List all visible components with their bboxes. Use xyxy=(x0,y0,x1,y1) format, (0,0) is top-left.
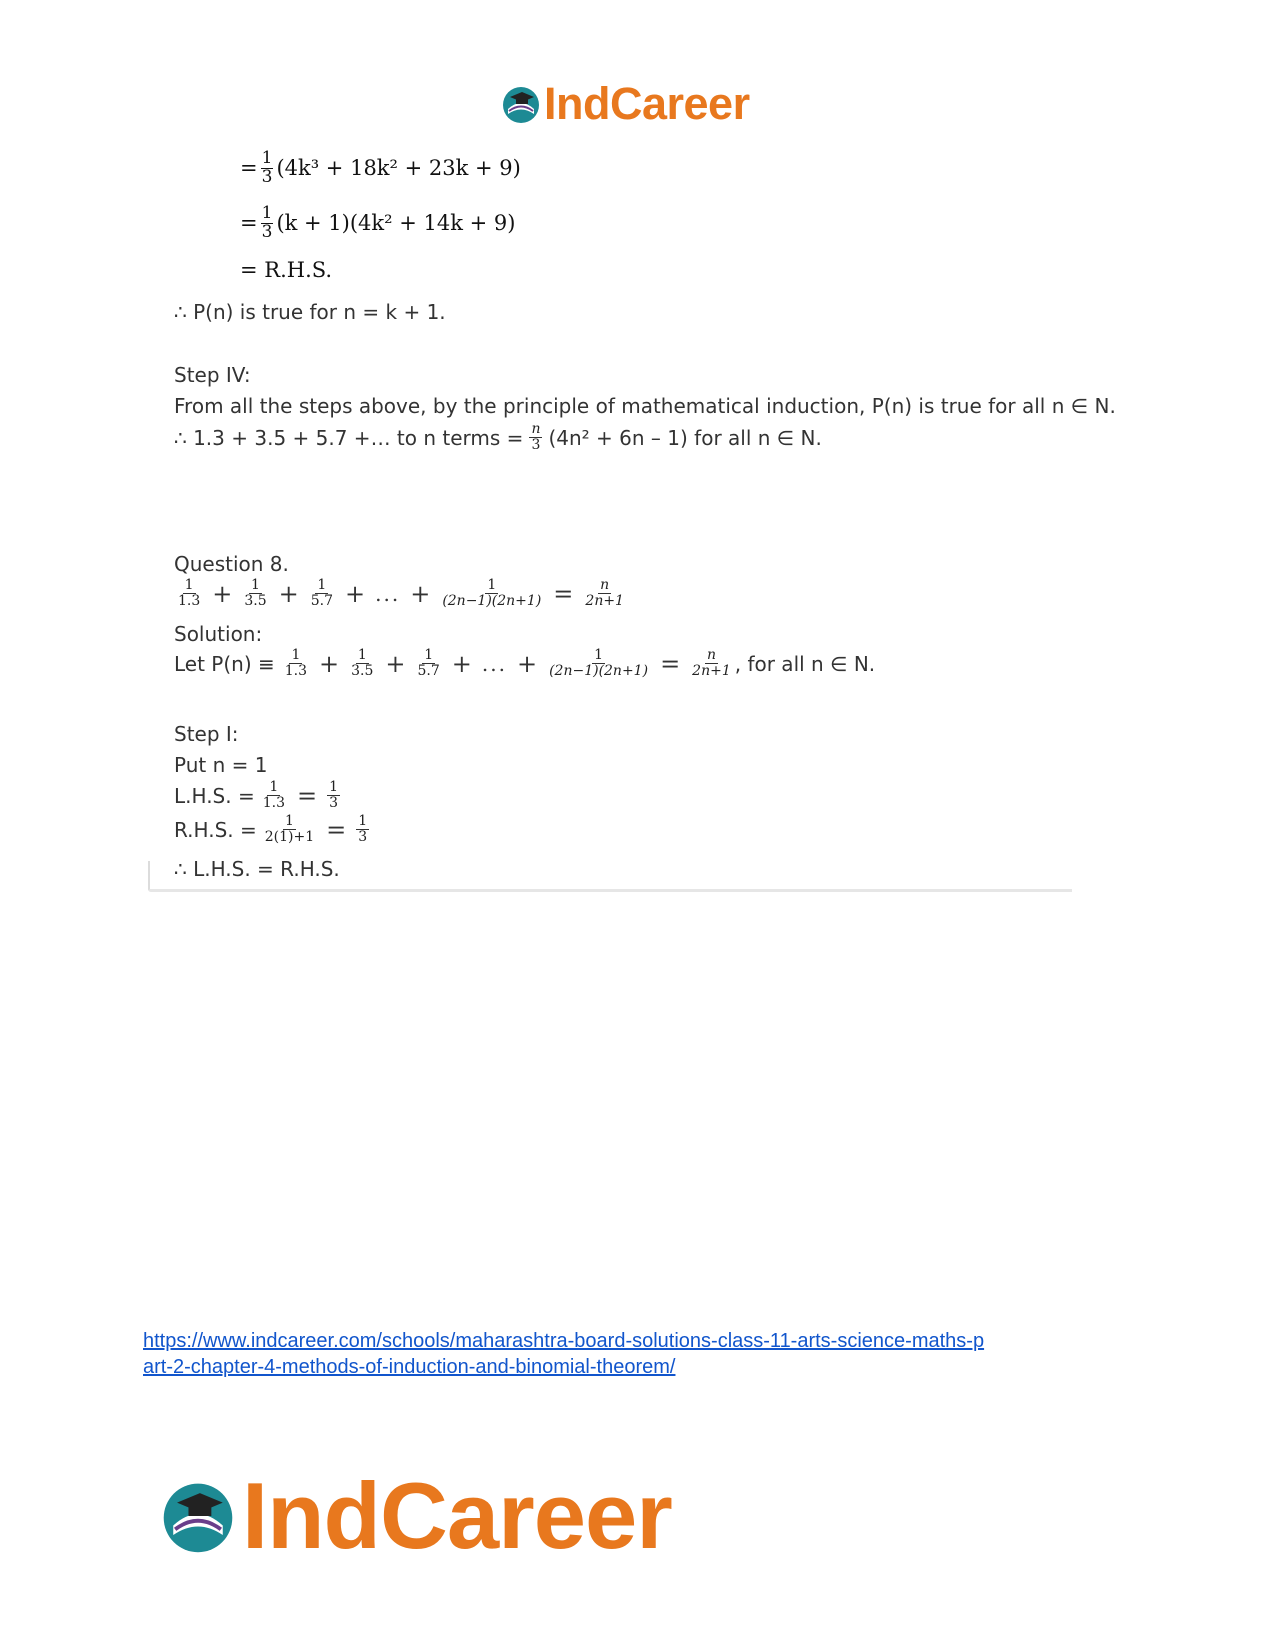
fraction-one-third xyxy=(261,150,274,187)
fraction-numerator: 1 xyxy=(261,148,273,168)
fraction-denominator: 3.5 xyxy=(351,663,374,680)
fraction-denominator: 3 xyxy=(261,221,273,242)
fraction-denominator: 2n+1 xyxy=(585,593,624,610)
let-suffix: , for all n ∈ N. xyxy=(734,651,876,676)
brand-name: IndCareer xyxy=(242,1463,672,1568)
rhs-line xyxy=(174,814,371,845)
lhs-equals-rhs: ∴ L.H.S. = R.H.S. xyxy=(174,857,340,881)
fraction-numerator: 1 xyxy=(317,577,327,593)
equals-sign: = xyxy=(660,649,681,678)
math-line-1 xyxy=(240,150,521,187)
fraction-numerator: 1 xyxy=(184,577,194,593)
series-term xyxy=(309,578,335,609)
series-term xyxy=(283,648,309,679)
step-1-heading: Step I: xyxy=(174,722,239,746)
brand-name: IndCareer xyxy=(544,78,750,129)
fraction-denominator: 1.3 xyxy=(178,593,201,610)
fraction-denominator: (2n−1)(2n+1) xyxy=(549,663,649,680)
fraction-numerator: n xyxy=(531,421,541,437)
rhs-term xyxy=(690,648,733,679)
graduation-cap-book-globe-icon xyxy=(158,1476,238,1556)
source-link-line-2[interactable]: art-2-chapter-4-methods-of-induction-and-binomial-theorem/ xyxy=(143,1356,676,1378)
result-prefix: ∴ 1.3 + 3.5 + 5.7 +… to n terms = xyxy=(174,425,524,450)
plus-sign: + xyxy=(410,579,431,608)
conclusion-k-plus-1: ∴ P(n) is true for n = k + 1. xyxy=(174,300,446,324)
fraction-numerator: 1 xyxy=(487,577,497,593)
plus-sign: + xyxy=(385,649,406,678)
equals-sign: = xyxy=(296,781,318,810)
plus-sign: + xyxy=(278,579,299,608)
source-link[interactable] xyxy=(143,1330,984,1379)
general-term xyxy=(440,578,543,609)
source-link-line-1[interactable]: https://www.indcareer.com/schools/maharashtra-board-solutions-class-11-arts-science-maths-p xyxy=(143,1330,985,1352)
rhs-result xyxy=(356,814,369,845)
equals-sign: = xyxy=(240,211,258,236)
series-term xyxy=(242,578,268,609)
equals-sign: = xyxy=(240,156,258,181)
question-series xyxy=(174,578,628,609)
lhs-fraction xyxy=(261,780,287,811)
fraction-denominator: 3 xyxy=(358,829,368,846)
fraction-denominator: 3.5 xyxy=(244,593,267,610)
rhs-label: R.H.S. = xyxy=(174,817,257,842)
solution-heading: Solution: xyxy=(174,622,263,646)
fraction-denominator: 5.7 xyxy=(310,593,334,610)
fraction-numerator: 1 xyxy=(357,647,367,663)
expression: (4k³ + 18k² + 23k + 9) xyxy=(276,156,521,181)
plus-sign: + xyxy=(516,649,538,678)
fraction-numerator: 1 xyxy=(291,647,301,663)
graduation-cap-book-globe-icon xyxy=(500,83,542,125)
header-logo xyxy=(500,78,750,130)
rhs-fraction xyxy=(263,814,316,845)
equals-sign: = xyxy=(326,815,347,844)
fraction-numerator: 1 xyxy=(269,779,279,795)
lhs-label: L.H.S. = xyxy=(174,783,255,808)
fraction-denominator: 2(1)+1 xyxy=(264,829,315,846)
let-p-n-line xyxy=(174,648,875,679)
rhs-term xyxy=(583,578,626,609)
fraction-numerator: 1 xyxy=(285,813,294,829)
result-suffix: (4n² + 6n – 1) for all n ∈ N. xyxy=(548,425,822,450)
footer-logo xyxy=(158,1462,672,1570)
fraction-one-third xyxy=(261,205,274,242)
math-line-2 xyxy=(240,205,515,242)
lhs-line xyxy=(174,780,342,811)
fraction-denominator: 1.3 xyxy=(284,663,308,680)
fraction-numerator: 1 xyxy=(424,647,434,663)
fraction-numerator: 1 xyxy=(251,577,260,593)
fraction-numerator: n xyxy=(600,577,610,593)
fraction-denominator: 3 xyxy=(531,437,541,454)
series-term xyxy=(176,578,202,609)
fraction-numerator: 1 xyxy=(594,647,604,663)
step-4-heading: Step IV: xyxy=(174,363,251,387)
fraction-n-over-3 xyxy=(529,422,542,453)
fraction-numerator: 1 xyxy=(358,813,368,829)
expression: (k + 1)(4k² + 14k + 9) xyxy=(276,211,516,236)
rhs-text: = R.H.S. xyxy=(240,258,333,282)
fraction-denominator: 3 xyxy=(329,795,339,812)
step-4-text: From all the steps above, by the principle of mathematical induction, P(n) is true for all n ∈ N. xyxy=(174,394,1116,418)
let-prefix: Let P(n) ≡ xyxy=(174,651,275,676)
question-heading: Question 8. xyxy=(174,552,289,576)
plus-sign: + xyxy=(345,579,366,608)
plus-sign: + xyxy=(212,579,233,608)
fraction-denominator: 5.7 xyxy=(417,663,440,680)
plus-sign: + xyxy=(319,649,340,678)
fraction-denominator: (2n−1)(2n+1) xyxy=(442,593,542,610)
plus-sign: + xyxy=(451,649,472,678)
fraction-denominator: 3 xyxy=(261,166,273,187)
series-term xyxy=(416,648,442,679)
lhs-result xyxy=(327,780,340,811)
ellipsis: ... xyxy=(375,581,401,606)
fraction-numerator: 1 xyxy=(329,779,339,795)
put-n-line: Put n = 1 xyxy=(174,753,268,777)
general-term xyxy=(547,648,650,679)
fraction-numerator: n xyxy=(706,647,716,663)
step-4-result xyxy=(174,422,822,453)
equals-sign: = xyxy=(553,579,574,608)
fraction-denominator: 2n+1 xyxy=(692,663,731,680)
math-line-3 xyxy=(240,258,332,282)
series-term xyxy=(349,648,375,679)
fraction-denominator: 1.3 xyxy=(262,795,285,812)
fraction-numerator: 1 xyxy=(261,203,273,223)
ellipsis: ... xyxy=(481,651,507,676)
